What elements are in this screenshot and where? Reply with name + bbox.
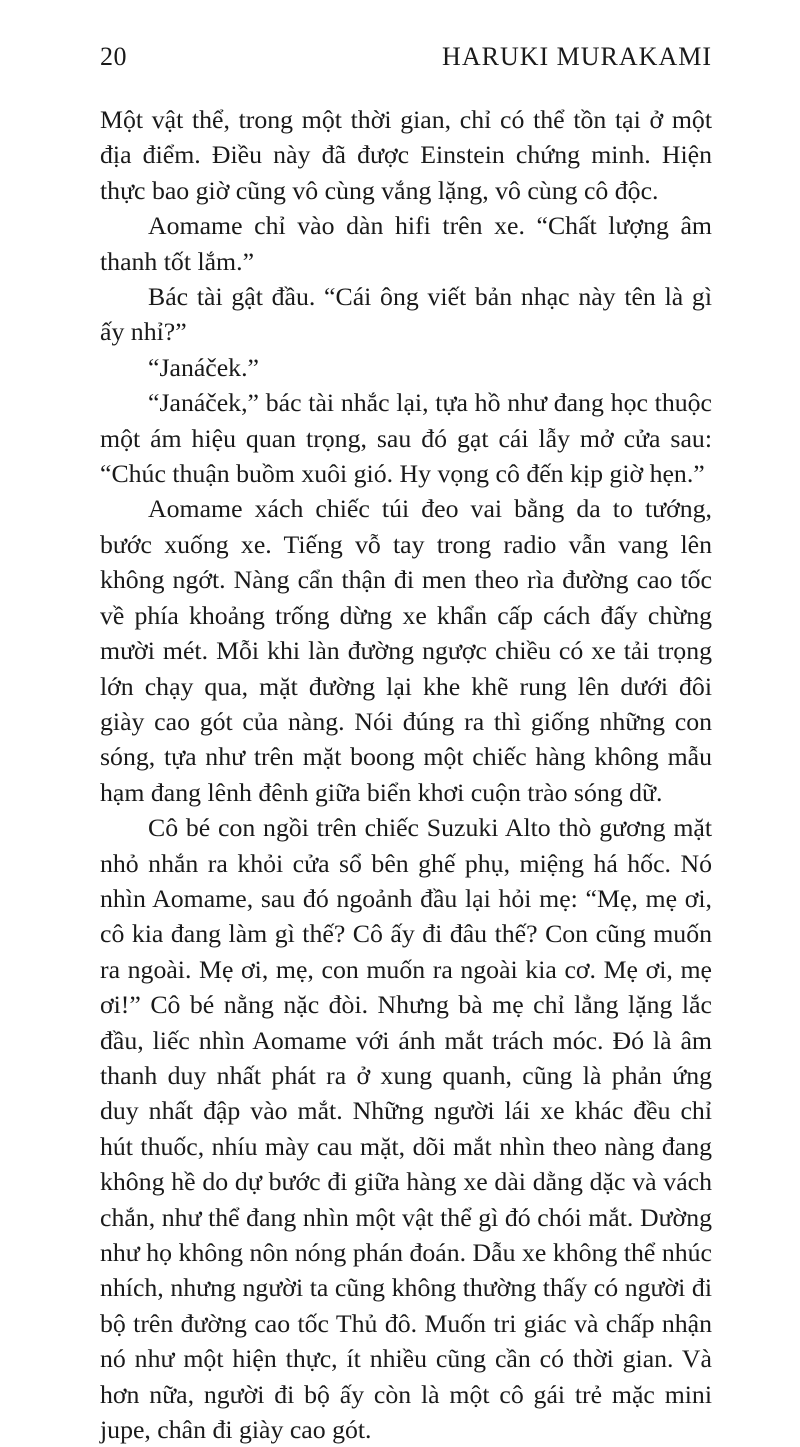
running-title: HARUKI MURAKAMI (442, 42, 712, 71)
paragraph-6: Aomame xách chiếc túi đeo vai bằng da to tướng, bước xuống xe. Tiếng vỗ tay trong radio vẫn vang lên không ngớt. Nàng cẩn thận đi men theo rìa đường cao tốc về phía khoảng trống dừng xe khẩn cấp cách đấy chừng mười mét. Mỗi khi làn đường ngược chiều có xe tải trọng lớn chạy qua, mặt đường lại khe khẽ rung lên dưới đôi giày cao gót của nàng. Nói đúng ra thì giống những con sóng, tựa như trên mặt boong một chiếc hàng không mẫu hạm đang lênh đênh giữa biển khơi cuộn trào sóng dữ. (100, 494, 712, 807)
paragraph-4: “Janáček.” (148, 352, 259, 382)
paragraph-7: Cô bé con ngồi trên chiếc Suzuki Alto thò gương mặt nhỏ nhắn ra khỏi cửa sổ bên ghế phụ, miệng há hốc. Nó nhìn Aomame, sau đó ngoảnh đầu lại hỏi mẹ: “Mẹ, mẹ ơi, cô kia đang làm gì thế? Cô ấy đi đâu thế? Con cũng muốn ra ngoài. Mẹ ơi, mẹ, con muốn ra ngoài kia cơ. Mẹ ơi, mẹ ơi!” Cô bé nằng nặc đòi. Nhưng bà mẹ chỉ lẳng lặng lắc đầu, liếc nhìn Aomame với ánh mắt trách móc. Đó là âm thanh duy nhất phát ra ở xung quanh, cũng là phản ứng duy nhất đập vào mắt. Những người lái xe khác đều chỉ hút thuốc, nhíu mày cau mặt, dõi mắt nhìn theo nàng đang không hề do dự bước đi giữa hàng xe dài dằng dặc và vách chắn, như thể đang nhìn một vật thể gì đó chói mắt. Dường như họ không nôn nóng phán đoán. Dẫu xe không thể nhúc nhích, nhưng người ta cũng không thường thấy có người đi bộ trên đường cao tốc Thủ đô. Muốn tri giác và chấp nhận nó như một hiện thực, ít nhiều cũng cần có thời gian. Và hơn nữa, người đi bộ ấy còn là một cô gái trẻ mặc mini jupe, chân đi giày cao gót. (100, 813, 712, 1445)
paragraph-2: Aomame chỉ vào dàn hifi trên xe. “Chất lượng âm thanh tốt lắm.” (100, 211, 712, 276)
body-text (100, 102, 712, 1447)
paragraph-3: Bác tài gật đầu. “Cái ông viết bản nhạc này tên là gì ấy nhỉ?” (100, 282, 712, 347)
page-number: 20 (100, 42, 127, 71)
page-header (100, 42, 712, 82)
paragraph-1: Một vật thể, trong một thời gian, chỉ có thể tồn tại ở một địa điểm. Điều này đã được Einstein chứng minh. Hiện thực bao giờ cũng vô cùng vắng lặng, vô cùng cô độc. (100, 105, 712, 205)
paragraph-5: “Janáček,” bác tài nhắc lại, tựa hồ như đang học thuộc một ám hiệu quan trọng, sau đó gạt cái lẫy mở cửa sau: “Chúc thuận buồm xuôi gió. Hy vọng cô đến kịp giờ hẹn.” (100, 388, 712, 489)
